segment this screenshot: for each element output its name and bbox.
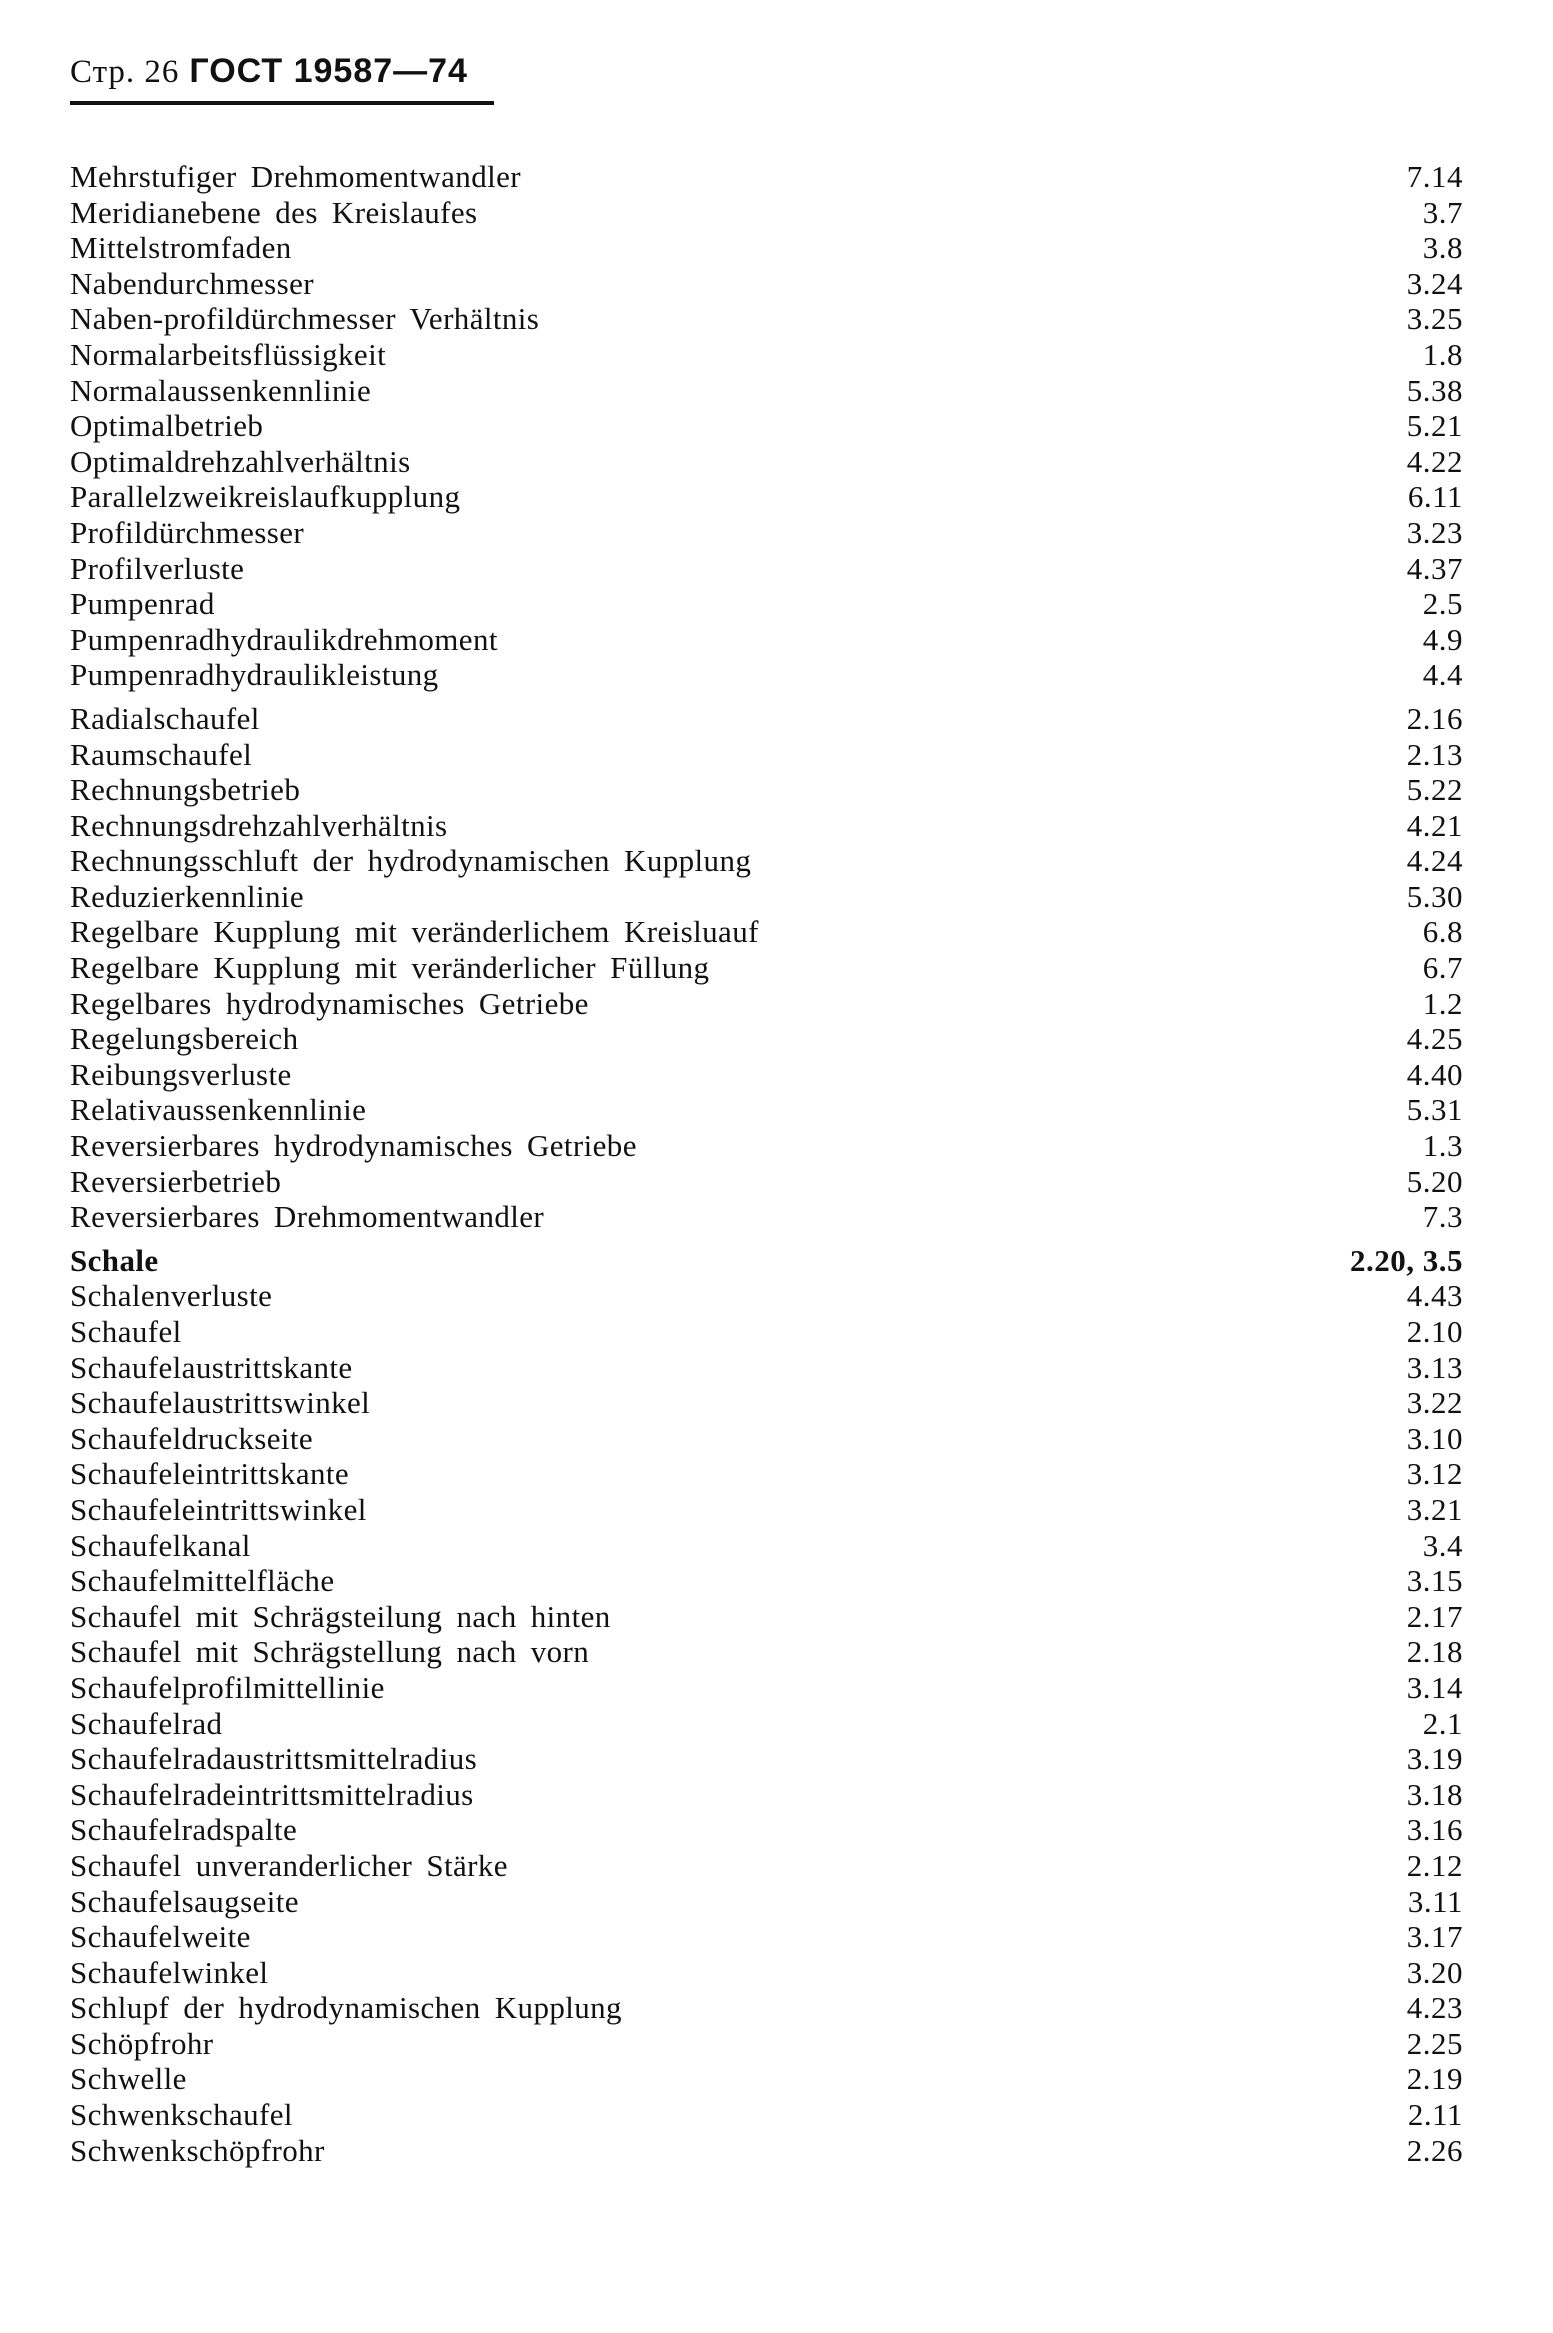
index-entry [70,551,1463,587]
entry-reference: 3.14 [1406,1669,1463,1705]
entry-reference: 4.37 [1406,550,1463,586]
entry-reference: 5.21 [1406,408,1463,444]
index-entry [70,1670,1463,1706]
entry-reference: 2.5 [1422,586,1463,622]
index-entry [70,1492,1463,1528]
entry-term: Naben-profildürchmesser Verhältnis [70,301,540,337]
entry-term: Reduzierkennlinie [70,878,305,914]
entry-reference: 3.11 [1407,1883,1463,1919]
entry-term: Schaufeleintrittswinkel [70,1491,367,1527]
index-entry [70,373,1463,409]
entry-term: Profildürchmesser [70,514,305,550]
entry-reference: 6.8 [1422,914,1463,950]
entry-term: Schaufelaustrittskante [70,1349,353,1385]
index-entry [70,1199,1463,1235]
entry-reference: 5.31 [1406,1092,1463,1128]
entry-reference: 2.19 [1406,2061,1463,2097]
entry-term: Schaufeldruckseite [70,1420,314,1456]
entry-term: Schaufelsaugseite [70,1883,299,1919]
index-entry [70,266,1463,302]
entry-term: Schaufelwinkel [70,1954,269,1990]
entry-term: Schaufelradspalte [70,1812,298,1848]
index-entry [70,337,1463,373]
index-entry [70,1314,1463,1350]
entry-reference: 5.20 [1406,1163,1463,1199]
index-entry [70,2061,1463,2097]
entry-reference: 2.25 [1406,2025,1463,2061]
entry-term: Schlupf der hydrodynamischen Kupplung [70,1990,622,2026]
entry-reference: 1.8 [1422,336,1463,372]
index-entry [70,1599,1463,1635]
index-entry [70,444,1463,480]
index-entry [70,2133,1463,2169]
entry-reference: 2.26 [1406,2132,1463,2168]
page-header [70,52,494,105]
entry-term: Schaufelradaustrittsmittelradius [70,1741,478,1777]
entry-term: Schaufelweite [70,1919,251,1955]
index-entry [70,159,1463,195]
index-entry [70,1706,1463,1742]
entry-term: Schaufelaustrittswinkel [70,1385,371,1421]
entry-term: Optimalbetrieb [70,408,264,444]
entry-term: Reibungsverluste [70,1056,292,1092]
index-entry [70,622,1463,658]
index-entry [70,843,1463,879]
index-entry [70,1385,1463,1421]
entry-term: Schöpfrohr [70,2025,214,2061]
index-entry [70,1164,1463,1200]
index-entry [70,1021,1463,1057]
entry-reference: 2.12 [1406,1847,1463,1883]
entry-term: Schaufelkanal [70,1527,251,1563]
entry-reference: 6.11 [1407,479,1463,515]
entry-term: Optimaldrehzahlverhältnis [70,443,411,479]
index-entry [70,1955,1463,1991]
entry-reference: 3.18 [1406,1776,1463,1812]
index-entry [70,2026,1463,2062]
index-entry [70,1057,1463,1093]
entry-reference: 3.21 [1406,1491,1463,1527]
entry-term: Relativaussenkennlinie [70,1092,367,1128]
index-entry [70,230,1463,266]
index-entry [70,195,1463,231]
page-number: Стр. 26 [70,54,180,90]
index-entry [70,1528,1463,1564]
index-entry [70,950,1463,986]
entry-term: Schaufel unveranderlicher Stärke [70,1847,508,1883]
entry-term: Pumpenrad [70,586,215,622]
entry-reference: 4.43 [1406,1278,1463,1314]
index-entry [70,1884,1463,1920]
index-entry [70,657,1463,693]
index-entry [70,808,1463,844]
index-entry [70,1563,1463,1599]
standard-designation: ГОСТ 19587—74 [189,52,468,90]
entry-reference: 3.16 [1406,1812,1463,1848]
index-entry [70,1092,1463,1128]
index-entry [70,1634,1463,1670]
entry-reference: 2.13 [1406,736,1463,772]
index-entry [70,1812,1463,1848]
index-entry [70,1421,1463,1457]
entry-reference: 3.17 [1406,1919,1463,1955]
index-entry [70,586,1463,622]
entry-term: Schaufel [70,1314,182,1349]
entry-reference: 3.8 [1422,230,1463,266]
entry-reference: 3.4 [1422,1527,1463,1563]
entry-term: Mittelstromfaden [70,230,292,266]
entry-reference: 3.15 [1406,1563,1463,1599]
term-index-list [70,159,1463,2168]
entry-reference: 3.22 [1406,1385,1463,1421]
entry-term: Schaufel mit Schrägsteilung nach hinten [70,1598,611,1634]
index-entry [70,515,1463,551]
entry-reference: 2.1 [1422,1705,1463,1741]
entry-reference: 3.24 [1406,265,1463,301]
entry-reference: 2.20, 3.5 [1350,1242,1463,1278]
entry-reference: 4.4 [1422,657,1463,693]
entry-reference: 2.11 [1407,2097,1463,2133]
entry-term: Profilverluste [70,550,245,586]
entry-term: Schaufeleintrittskante [70,1456,350,1492]
entry-reference: 3.10 [1406,1420,1463,1456]
entry-reference: 1.3 [1422,1128,1463,1164]
entry-term: Normalarbeitsflüssigkeit [70,336,387,372]
entry-term: Meridianebene des Kreislaufes [70,194,478,230]
entry-reference: 2.16 [1406,700,1463,736]
entry-reference: 3.12 [1406,1456,1463,1492]
entry-term: Regelungsbereich [70,1021,299,1057]
entry-reference: 4.25 [1406,1021,1463,1057]
entry-term: Rechnungsdrehzahlverhältnis [70,807,448,843]
entry-term: Regelbare Kupplung mit veränderlichem Kreisluauf [70,914,759,950]
index-entry [70,879,1463,915]
entry-term: Parallelzweikreislaufkupplung [70,479,461,515]
entry-reference: 4.24 [1406,843,1463,879]
entry-reference: 4.21 [1406,807,1463,843]
entry-term: Pumpenradhydraulikleistung [70,657,439,693]
entry-term: Schwenkschaufel [70,2097,293,2133]
entry-reference: 2.10 [1406,1314,1463,1349]
entry-term: Schalenverluste [70,1278,273,1314]
entry-term: Reversierbares hydrodynamisches Getriebe [70,1128,637,1164]
entry-reference: 7.14 [1406,159,1463,194]
index-entry [70,1848,1463,1884]
index-entry [70,408,1463,444]
entry-reference: 3.23 [1406,514,1463,550]
index-entry [70,986,1463,1022]
entry-term: Schaufelmittelfläche [70,1563,335,1599]
entry-reference: 4.40 [1406,1056,1463,1092]
entry-term: Reversierbares Drehmomentwandler [70,1199,545,1235]
entry-reference: 5.30 [1406,878,1463,914]
entry-term: Reversierbetrieb [70,1163,282,1199]
entry-term: Raumschaufel [70,736,253,772]
index-entry [70,301,1463,337]
entry-term: Radialschaufel [70,700,260,736]
entry-term: Schwenkschöpfrohr [70,2132,325,2168]
entry-reference: 5.38 [1406,372,1463,408]
index-entry [70,1919,1463,1955]
entry-reference: 4.22 [1406,443,1463,479]
entry-term: Regelbares hydrodynamisches Getriebe [70,985,589,1021]
index-entry [70,1278,1463,1314]
index-entry [70,1456,1463,1492]
entry-reference: 1.2 [1422,985,1463,1021]
entry-term: Nabendurchmesser [70,265,314,301]
index-entry [70,1128,1463,1164]
index-entry [70,1243,1463,1279]
entry-reference: 2.18 [1406,1634,1463,1670]
entry-reference: 3.7 [1422,194,1463,230]
index-entry [70,1777,1463,1813]
entry-reference: 7.3 [1422,1199,1463,1235]
entry-reference: 6.7 [1422,950,1463,986]
index-entry [70,914,1463,950]
entry-reference: 3.13 [1406,1349,1463,1385]
entry-reference: 4.23 [1406,1990,1463,2026]
entry-reference: 4.9 [1422,621,1463,657]
index-entry [70,1990,1463,2026]
index-entry [70,479,1463,515]
entry-reference: 3.25 [1406,301,1463,337]
entry-term: Regelbare Kupplung mit veränderlicher Füllung [70,950,710,986]
entry-reference: 3.19 [1406,1741,1463,1777]
entry-term: Schaufelprofilmittellinie [70,1669,385,1705]
entry-term: Schaufelradeintrittsmittelradius [70,1776,474,1812]
entry-reference: 2.17 [1406,1598,1463,1634]
entry-term: Rechnungsschluft der hydrodynamischen Kupplung [70,843,752,879]
entry-term: Schwelle [70,2061,187,2097]
entry-term: Mehrstufiger Drehmomentwandler [70,159,522,194]
index-entry [70,2097,1463,2133]
entry-term: Schale [70,1242,159,1278]
index-entry [70,701,1463,737]
index-entry [70,1350,1463,1386]
entry-reference: 3.20 [1406,1954,1463,1990]
entry-term: Schaufelrad [70,1705,223,1741]
entry-reference: 5.22 [1406,772,1463,808]
index-entry [70,737,1463,773]
index-entry [70,1741,1463,1777]
entry-term: Schaufel mit Schrägstellung nach vorn [70,1634,590,1670]
index-entry [70,772,1463,808]
entry-term: Pumpenradhydraulikdrehmoment [70,621,498,657]
entry-term: Normalaussenkennlinie [70,372,372,408]
entry-term: Rechnungsbetrieb [70,772,301,808]
